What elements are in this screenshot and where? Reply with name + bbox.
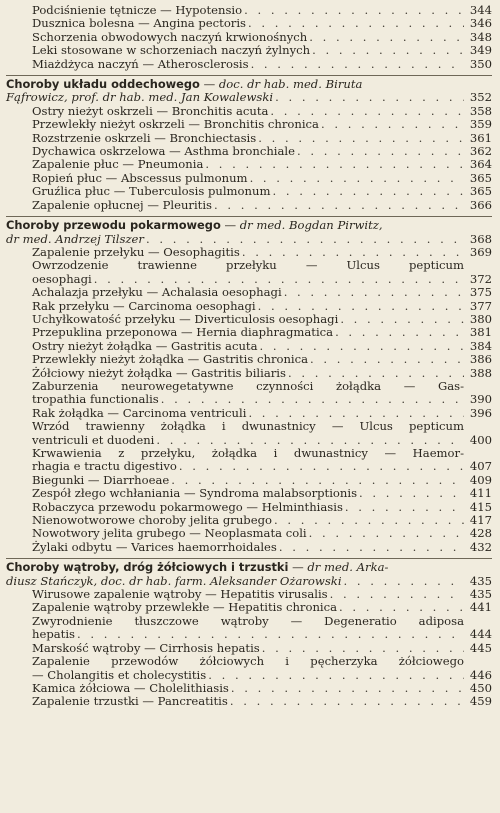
entry-text: Nienowotworowe choroby jelita grubego xyxy=(32,513,272,528)
entry-text-continued: ventriculi et duodeni xyxy=(32,432,155,447)
entry-text: Żółciowy nieżyt żołądka — Gastritis biliaris xyxy=(32,365,286,380)
page-number: 350 xyxy=(469,56,492,71)
page-number: 428 xyxy=(469,526,492,541)
entry-text-continued: tropathia functionalis xyxy=(32,392,159,407)
chapter-heading: Choroby układu oddechowego — doc. dr hab. med. Biruta xyxy=(6,77,363,92)
entry-text: Owrzodzenie trawienne przełyku — Ulcus pepticum xyxy=(32,258,464,273)
page-number: 396 xyxy=(469,405,492,420)
page-number: 435 xyxy=(469,587,492,602)
entry-text: Marskość wątroby — Cirrhosis hepatis xyxy=(32,640,260,655)
entry-text: Rak przełyku — Carcinoma oesophagi xyxy=(32,298,256,313)
toc-entry xyxy=(6,105,492,118)
toc-entry xyxy=(6,340,492,353)
chapter-heading-line2 xyxy=(6,233,492,246)
entry-text-continued: rhagia e tractu digestivo xyxy=(32,459,177,474)
toc-entry xyxy=(6,420,492,447)
page-number: 352 xyxy=(469,90,492,105)
toc-entry xyxy=(6,199,492,212)
page-number: 375 xyxy=(469,285,492,300)
toc-entry xyxy=(6,615,492,642)
toc-entry xyxy=(6,185,492,198)
entry-text: Zwyrodnienie tłuszczowe wątroby — Degeneratio adiposa xyxy=(32,613,464,628)
chapter-authors: dr med. Andrzej Tilszer xyxy=(6,231,144,246)
entry-text: Zespół złego wchłaniania — Syndroma malabsorptionis xyxy=(32,486,358,501)
page-number: 368 xyxy=(469,231,492,246)
entry-text: Ostry nieżyt żołądka — Gastritis acuta xyxy=(32,338,258,353)
chapter-authors: doc. dr hab. med. Biruta xyxy=(218,77,363,92)
entry-text: Robaczyca przewodu pokarmowego — Helminthiasis xyxy=(32,499,343,514)
toc-entry xyxy=(6,588,492,601)
page-number: 384 xyxy=(469,338,492,353)
page-number: 346 xyxy=(469,16,492,31)
toc-entry xyxy=(6,44,492,57)
chapter-authors: diusz Stańczyk, doc. dr hab. farm. Aleksander Ożarowski xyxy=(6,573,342,588)
page-number: 400 xyxy=(469,432,492,447)
entry-text: Zapalenie wątroby przewlekłe — Hepatitis chronica xyxy=(32,600,338,615)
toc-entry xyxy=(6,541,492,554)
toc-entry xyxy=(6,527,492,540)
page-number: 366 xyxy=(469,197,492,212)
toc-entry xyxy=(6,286,492,299)
entry-text: Zapalenie płuc — Pneumonia xyxy=(32,157,204,172)
toc-entry xyxy=(6,380,492,407)
toc-entry xyxy=(6,367,492,380)
page-number: 369 xyxy=(469,244,492,259)
page-number: 415 xyxy=(469,499,492,514)
entry-text-continued: — Cholangitis et cholecystitis xyxy=(32,667,207,682)
toc-entry xyxy=(6,4,492,17)
page-number: 372 xyxy=(469,271,492,286)
entry-text: Przepuklina przeponowa — Hernia diaphragmatica xyxy=(32,325,334,340)
entry-text: Rozstrzenie oskrzeli — Bronchiectasis xyxy=(32,130,257,145)
toc-chapter xyxy=(6,216,492,554)
page-number: 409 xyxy=(469,472,492,487)
toc-entry xyxy=(6,642,492,655)
chapter-heading: Choroby przewodu pokarmowego — dr med. Bogdan Pirwitz, xyxy=(6,218,383,233)
chapter-heading-line2 xyxy=(6,575,492,588)
toc-entry xyxy=(6,259,492,286)
page-number: 349 xyxy=(469,43,492,58)
chapter-heading: Choroby wątroby, dróg żółciowych i trzustki — dr med. Arka- xyxy=(6,560,389,575)
entry-text: Achalazja przełyku — Achalasia oesophagi xyxy=(32,285,282,300)
page-number: 390 xyxy=(469,392,492,407)
toc-entry xyxy=(6,514,492,527)
toc-entry xyxy=(6,695,492,708)
toc-entry xyxy=(6,487,492,500)
toc-entry xyxy=(6,158,492,171)
chapter-authors: dr med. Arka- xyxy=(307,560,389,575)
page-number: 407 xyxy=(469,459,492,474)
entry-text: Rak żołądka — Carcinoma ventriculi xyxy=(32,405,247,420)
entry-text: Miażdżyca naczyń — Atherosclerosis xyxy=(32,56,249,71)
page-number: 365 xyxy=(469,184,492,199)
toc-chapter xyxy=(6,558,492,708)
page-number: 386 xyxy=(469,352,492,367)
page-number: 361 xyxy=(469,130,492,145)
chapter-title: Choroby wątroby, dróg żółciowych i trzustki xyxy=(6,560,289,575)
toc-chapter xyxy=(6,75,492,212)
entry-text: Zapalenie opłucnej — Pleuritis xyxy=(32,197,213,212)
entry-text: Ropień płuc — Abscessus pulmonum xyxy=(32,170,248,185)
entry-text: Wirusowe zapalenie wątroby — Hepatitis virusalis xyxy=(32,587,328,602)
entry-text: Zapalenie przełyku — Oesophagitis xyxy=(32,244,240,259)
entry-text: Wrzód trawienny żołądka i dwunastnicy — Ulcus pepticum xyxy=(32,419,464,434)
page-number: 359 xyxy=(469,117,492,132)
entry-text: Biegunki — Diarrhoeae xyxy=(32,472,170,487)
entry-text: Zapalenie trzustki — Pancreatitis xyxy=(32,694,228,709)
toc-entry xyxy=(6,58,492,71)
page-number: 411 xyxy=(469,486,492,501)
toc-entry xyxy=(6,17,492,30)
page-number: 450 xyxy=(469,680,492,695)
page-number: 362 xyxy=(469,144,492,159)
page-number: 381 xyxy=(469,325,492,340)
toc-entry xyxy=(6,353,492,366)
toc-entry xyxy=(6,655,492,682)
entry-text: Ostry nieżyt oskrzeli — Bronchitis acuta xyxy=(32,103,269,118)
entry-text-continued: hepatis xyxy=(32,627,75,642)
toc-entry xyxy=(6,474,492,487)
entry-text: Dusznica bolesna — Angina pectoris xyxy=(32,16,246,31)
entry-text: Zapalenie przewodów żółciowych i pęcherzyka żółciowego xyxy=(32,654,464,669)
page-number: 459 xyxy=(469,694,492,709)
entry-text: Podciśnienie tętnicze — Hypotensio xyxy=(32,3,243,17)
page-number: 377 xyxy=(469,298,492,313)
toc-entry xyxy=(6,118,492,131)
toc-entry xyxy=(6,447,492,474)
toc-entry xyxy=(6,31,492,44)
entry-text: Uchyłkowatość przełyku — Diverticulosis oesophagi xyxy=(32,311,339,326)
entry-text: Przewlekły nieżyt oskrzeli — Bronchitis chronica xyxy=(32,117,319,132)
page-number: 380 xyxy=(469,311,492,326)
entry-text: Nowotwory jelita grubego — Neoplasmata coli xyxy=(32,526,307,541)
entry-text: Dychawica oskrzelowa — Asthma bronchiale xyxy=(32,144,295,159)
entry-text: Krwawienia z przełyku, żołądka i dwunastnicy — Haemor- xyxy=(32,446,464,460)
page-number: 358 xyxy=(469,103,492,118)
toc-entry xyxy=(6,601,492,614)
toc-entry xyxy=(6,501,492,514)
entry-text-continued: oesophagi xyxy=(32,271,92,286)
chapter-title: Choroby przewodu pokarmowego xyxy=(6,218,221,233)
entry-text: Leki stosowane w schorzeniach naczyń żylnych xyxy=(32,43,311,58)
entry-text: Żylaki odbytu — Varices haemorrhoidales xyxy=(32,539,277,554)
page-number: 445 xyxy=(469,640,492,655)
page-number: 365 xyxy=(469,170,492,185)
page-number: 348 xyxy=(469,29,492,44)
toc-entry xyxy=(6,132,492,145)
chapter-authors: Fąfrowicz, prof. dr hab. med. Jan Kowalewski xyxy=(6,90,274,105)
toc-entry xyxy=(6,172,492,185)
entry-text: Przewlekły nieżyt żołądka — Gastritis chronica xyxy=(32,352,309,367)
toc-entry xyxy=(6,682,492,695)
entry-text: Gruźlica płuc — Tuberculosis pulmonum xyxy=(32,184,271,199)
toc-entry xyxy=(6,313,492,326)
page-number: 432 xyxy=(469,539,492,554)
page-number: 441 xyxy=(469,600,492,615)
toc-entry xyxy=(6,246,492,259)
page-number: 444 xyxy=(469,627,492,642)
page-number: 344 xyxy=(469,3,492,17)
toc-entry xyxy=(6,145,492,158)
chapter-title: Choroby układu oddechowego xyxy=(6,77,200,92)
page-number: 435 xyxy=(469,573,492,588)
page-number: 417 xyxy=(469,513,492,528)
toc-section xyxy=(6,4,492,71)
page-number: 446 xyxy=(469,667,492,682)
entry-text: Schorzenia obwodowych naczyń krwionośnych xyxy=(32,29,308,44)
toc-entry xyxy=(6,407,492,420)
chapter-authors: dr med. Bogdan Pirwitz, xyxy=(239,218,383,233)
page-number: 388 xyxy=(469,365,492,380)
toc-entry xyxy=(6,300,492,313)
entry-text: Kamica żółciowa — Cholelithiasis xyxy=(32,680,229,695)
toc-entry xyxy=(6,326,492,339)
entry-text: Zaburzenia neurowegetatywne czynności żołądka — Gas- xyxy=(32,378,464,393)
page-number: 364 xyxy=(469,157,492,172)
chapter-heading-line2 xyxy=(6,91,492,104)
